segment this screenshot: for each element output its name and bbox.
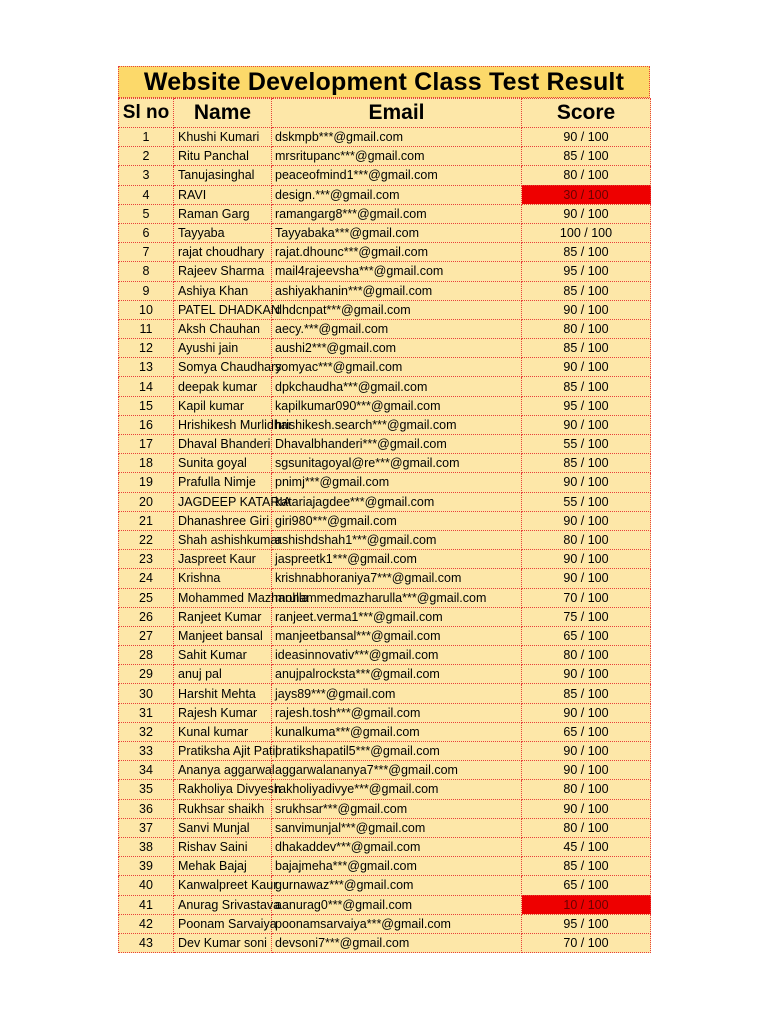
row-sl-no: 43 <box>119 933 174 952</box>
table-row <box>119 204 651 223</box>
row-name: deepak kumar <box>174 377 272 396</box>
header-email: Email <box>272 99 522 128</box>
row-name: Ritu Panchal <box>174 147 272 166</box>
table-row <box>119 837 651 856</box>
row-name: Harshit Mehta <box>174 684 272 703</box>
row-email: pnimj***@gmail.com <box>272 473 522 492</box>
row-sl-no: 3 <box>119 166 174 185</box>
table-row <box>119 319 651 338</box>
row-name: Tanujasinghal <box>174 166 272 185</box>
row-sl-no: 31 <box>119 703 174 722</box>
row-email: giri980***@gmail.com <box>272 511 522 530</box>
row-email: sanvimunjal***@gmail.com <box>272 818 522 837</box>
row-sl-no: 8 <box>119 262 174 281</box>
row-name: Kapil kumar <box>174 396 272 415</box>
row-sl-no: 10 <box>119 300 174 319</box>
row-score: 65 / 100 <box>522 876 651 895</box>
row-name: Dev Kumar soni <box>174 933 272 952</box>
row-name: Manjeet bansal <box>174 626 272 645</box>
row-score: 100 / 100 <box>522 223 651 242</box>
row-score: 70 / 100 <box>522 933 651 952</box>
table-row <box>119 722 651 741</box>
row-name: Shah ashishkumar <box>174 530 272 549</box>
row-sl-no: 17 <box>119 435 174 454</box>
row-email: anujpalrocksta***@gmail.com <box>272 665 522 684</box>
row-name: Sahit Kumar <box>174 646 272 665</box>
table-row <box>119 742 651 761</box>
table-row <box>119 473 651 492</box>
row-name: Raman Garg <box>174 204 272 223</box>
row-sl-no: 12 <box>119 339 174 358</box>
row-email: jaspreetk1***@gmail.com <box>272 550 522 569</box>
row-email: dhdcnpat***@gmail.com <box>272 300 522 319</box>
row-sl-no: 42 <box>119 914 174 933</box>
row-name: Rajeev Sharma <box>174 262 272 281</box>
table-row <box>119 588 651 607</box>
row-name: Aksh Chauhan <box>174 319 272 338</box>
row-email: mrsritupanc***@gmail.com <box>272 147 522 166</box>
row-email: dskmpb***@gmail.com <box>272 128 522 147</box>
table-row <box>119 569 651 588</box>
row-name: Krishna <box>174 569 272 588</box>
row-name: Anurag Srivastava <box>174 895 272 914</box>
row-sl-no: 24 <box>119 569 174 588</box>
row-score: 90 / 100 <box>522 742 651 761</box>
row-name: Mehak Bajaj <box>174 857 272 876</box>
results-table <box>118 98 651 953</box>
table-row <box>119 895 651 914</box>
row-score: 85 / 100 <box>522 684 651 703</box>
row-name: Ayushi jain <box>174 339 272 358</box>
row-sl-no: 5 <box>119 204 174 223</box>
table-row <box>119 703 651 722</box>
row-score: 70 / 100 <box>522 588 651 607</box>
row-name: Mohammed Mazharulla <box>174 588 272 607</box>
row-email: bajajmeha***@gmail.com <box>272 857 522 876</box>
row-email: jays89***@gmail.com <box>272 684 522 703</box>
row-score: 90 / 100 <box>522 761 651 780</box>
row-sl-no: 32 <box>119 722 174 741</box>
row-score: 85 / 100 <box>522 281 651 300</box>
row-score: 90 / 100 <box>522 511 651 530</box>
row-score: 90 / 100 <box>522 415 651 434</box>
row-name: Ashiya Khan <box>174 281 272 300</box>
table-row <box>119 799 651 818</box>
row-sl-no: 22 <box>119 530 174 549</box>
row-sl-no: 19 <box>119 473 174 492</box>
table-row <box>119 626 651 645</box>
row-name: Somya Chaudhary <box>174 358 272 377</box>
row-score: 90 / 100 <box>522 799 651 818</box>
row-score: 90 / 100 <box>522 550 651 569</box>
row-email: dpkchaudha***@gmail.com <box>272 377 522 396</box>
row-score: 90 / 100 <box>522 128 651 147</box>
row-sl-no: 15 <box>119 396 174 415</box>
row-name: Rishav Saini <box>174 837 272 856</box>
row-score: 30 / 100 <box>522 185 651 204</box>
row-sl-no: 33 <box>119 742 174 761</box>
row-sl-no: 7 <box>119 243 174 262</box>
table-row <box>119 262 651 281</box>
row-score: 65 / 100 <box>522 722 651 741</box>
table-row <box>119 454 651 473</box>
sheet-title: Website Development Class Test Result <box>118 66 650 98</box>
row-score: 45 / 100 <box>522 837 651 856</box>
table-row <box>119 857 651 876</box>
header-score: Score <box>522 99 651 128</box>
row-name: Dhaval Bhanderi <box>174 435 272 454</box>
row-email: devsoni7***@gmail.com <box>272 933 522 952</box>
row-sl-no: 41 <box>119 895 174 914</box>
row-name: rajat choudhary <box>174 243 272 262</box>
row-score: 80 / 100 <box>522 780 651 799</box>
row-sl-no: 6 <box>119 223 174 242</box>
row-sl-no: 36 <box>119 799 174 818</box>
header-row <box>119 99 651 128</box>
row-email: hrishikesh.search***@gmail.com <box>272 415 522 434</box>
row-name: Ananya aggarwal <box>174 761 272 780</box>
row-sl-no: 35 <box>119 780 174 799</box>
table-row <box>119 243 651 262</box>
result-sheet <box>118 66 650 953</box>
row-sl-no: 28 <box>119 646 174 665</box>
table-row <box>119 300 651 319</box>
row-email: ideasinnovativ***@gmail.com <box>272 646 522 665</box>
row-sl-no: 30 <box>119 684 174 703</box>
row-score: 80 / 100 <box>522 530 651 549</box>
row-name: Rakholiya Divyesh <box>174 780 272 799</box>
row-sl-no: 13 <box>119 358 174 377</box>
row-name: Rajesh Kumar <box>174 703 272 722</box>
row-score: 90 / 100 <box>522 204 651 223</box>
table-row <box>119 780 651 799</box>
row-name: RAVI <box>174 185 272 204</box>
results-body <box>119 128 651 953</box>
row-email: kunalkuma***@gmail.com <box>272 722 522 741</box>
row-name: Sunita goyal <box>174 454 272 473</box>
table-row <box>119 607 651 626</box>
table-row <box>119 223 651 242</box>
row-sl-no: 39 <box>119 857 174 876</box>
row-name: Jaspreet Kaur <box>174 550 272 569</box>
row-score: 90 / 100 <box>522 358 651 377</box>
row-score: 90 / 100 <box>522 473 651 492</box>
row-sl-no: 26 <box>119 607 174 626</box>
row-email: katariajagdee***@gmail.com <box>272 492 522 511</box>
row-name: Khushi Kumari <box>174 128 272 147</box>
row-email: mail4rajeevsha***@gmail.com <box>272 262 522 281</box>
row-email: rakholiyadivye***@gmail.com <box>272 780 522 799</box>
row-score: 85 / 100 <box>522 377 651 396</box>
row-name: Sanvi Munjal <box>174 818 272 837</box>
row-email: rajesh.tosh***@gmail.com <box>272 703 522 722</box>
table-row <box>119 415 651 434</box>
row-email: somyac***@gmail.com <box>272 358 522 377</box>
row-email: dhakaddev***@gmail.com <box>272 837 522 856</box>
row-sl-no: 40 <box>119 876 174 895</box>
row-email: manjeetbansal***@gmail.com <box>272 626 522 645</box>
row-score: 85 / 100 <box>522 243 651 262</box>
table-row <box>119 646 651 665</box>
row-sl-no: 11 <box>119 319 174 338</box>
row-email: rajat.dhounc***@gmail.com <box>272 243 522 262</box>
row-sl-no: 37 <box>119 818 174 837</box>
row-email: Dhavalbhanderi***@gmail.com <box>272 435 522 454</box>
row-score: 80 / 100 <box>522 319 651 338</box>
row-score: 95 / 100 <box>522 262 651 281</box>
table-row <box>119 377 651 396</box>
row-name: Poonam Sarvaiya <box>174 914 272 933</box>
row-email: ramangarg8***@gmail.com <box>272 204 522 223</box>
row-email: poonamsarvaiya***@gmail.com <box>272 914 522 933</box>
row-email: srukhsar***@gmail.com <box>272 799 522 818</box>
row-sl-no: 9 <box>119 281 174 300</box>
table-row <box>119 128 651 147</box>
row-email: gurnawaz***@gmail.com <box>272 876 522 895</box>
row-score: 10 / 100 <box>522 895 651 914</box>
row-email: aanurag0***@gmail.com <box>272 895 522 914</box>
row-name: anuj pal <box>174 665 272 684</box>
row-sl-no: 2 <box>119 147 174 166</box>
row-sl-no: 1 <box>119 128 174 147</box>
row-score: 55 / 100 <box>522 435 651 454</box>
row-name: Pratiksha Ajit Patil <box>174 742 272 761</box>
row-sl-no: 18 <box>119 454 174 473</box>
row-score: 85 / 100 <box>522 339 651 358</box>
table-row <box>119 914 651 933</box>
table-row <box>119 147 651 166</box>
row-score: 80 / 100 <box>522 818 651 837</box>
row-email: sgsunitagoyal@re***@gmail.com <box>272 454 522 473</box>
row-name: Prafulla Nimje <box>174 473 272 492</box>
row-name: JAGDEEP KATARIA <box>174 492 272 511</box>
table-row <box>119 876 651 895</box>
row-score: 90 / 100 <box>522 665 651 684</box>
table-row <box>119 185 651 204</box>
row-sl-no: 20 <box>119 492 174 511</box>
table-row <box>119 550 651 569</box>
table-row <box>119 511 651 530</box>
row-score: 85 / 100 <box>522 857 651 876</box>
row-email: krishnabhoraniya7***@gmail.com <box>272 569 522 588</box>
row-score: 90 / 100 <box>522 703 651 722</box>
table-row <box>119 358 651 377</box>
row-score: 85 / 100 <box>522 147 651 166</box>
row-email: design.***@gmail.com <box>272 185 522 204</box>
row-score: 90 / 100 <box>522 300 651 319</box>
row-sl-no: 14 <box>119 377 174 396</box>
row-score: 95 / 100 <box>522 396 651 415</box>
row-sl-no: 34 <box>119 761 174 780</box>
row-email: Tayyabaka***@gmail.com <box>272 223 522 242</box>
row-email: aushi2***@gmail.com <box>272 339 522 358</box>
row-sl-no: 23 <box>119 550 174 569</box>
row-name: Dhanashree Giri <box>174 511 272 530</box>
table-row <box>119 818 651 837</box>
header-sl-no: Sl no <box>119 99 174 128</box>
row-email: pratikshapatil5***@gmail.com <box>272 742 522 761</box>
row-name: Hrishikesh Murlidhar <box>174 415 272 434</box>
row-email: kapilkumar090***@gmail.com <box>272 396 522 415</box>
row-score: 65 / 100 <box>522 626 651 645</box>
table-row <box>119 339 651 358</box>
row-sl-no: 16 <box>119 415 174 434</box>
row-score: 75 / 100 <box>522 607 651 626</box>
row-score: 95 / 100 <box>522 914 651 933</box>
row-email: ashiyakhanin***@gmail.com <box>272 281 522 300</box>
table-row <box>119 684 651 703</box>
header-name: Name <box>174 99 272 128</box>
row-email: aecy.***@gmail.com <box>272 319 522 338</box>
row-sl-no: 29 <box>119 665 174 684</box>
row-name: Tayyaba <box>174 223 272 242</box>
row-sl-no: 38 <box>119 837 174 856</box>
row-email: ashishdshah1***@gmail.com <box>272 530 522 549</box>
table-row <box>119 166 651 185</box>
row-score: 80 / 100 <box>522 646 651 665</box>
row-sl-no: 21 <box>119 511 174 530</box>
row-email: aggarwalananya7***@gmail.com <box>272 761 522 780</box>
table-row <box>119 435 651 454</box>
row-sl-no: 25 <box>119 588 174 607</box>
row-sl-no: 27 <box>119 626 174 645</box>
table-row <box>119 492 651 511</box>
row-name: Kanwalpreet Kaur <box>174 876 272 895</box>
row-name: Kunal kumar <box>174 722 272 741</box>
row-email: ranjeet.verma1***@gmail.com <box>272 607 522 626</box>
row-email: peaceofmind1***@gmail.com <box>272 166 522 185</box>
row-name: Rukhsar shaikh <box>174 799 272 818</box>
row-score: 85 / 100 <box>522 454 651 473</box>
table-row <box>119 665 651 684</box>
table-row <box>119 396 651 415</box>
table-row <box>119 761 651 780</box>
table-row <box>119 933 651 952</box>
row-email: mohammedmazharulla***@gmail.com <box>272 588 522 607</box>
table-row <box>119 530 651 549</box>
row-score: 80 / 100 <box>522 166 651 185</box>
row-score: 90 / 100 <box>522 569 651 588</box>
table-row <box>119 281 651 300</box>
row-name: Ranjeet Kumar <box>174 607 272 626</box>
row-sl-no: 4 <box>119 185 174 204</box>
row-score: 55 / 100 <box>522 492 651 511</box>
row-name: PATEL DHADKAN <box>174 300 272 319</box>
